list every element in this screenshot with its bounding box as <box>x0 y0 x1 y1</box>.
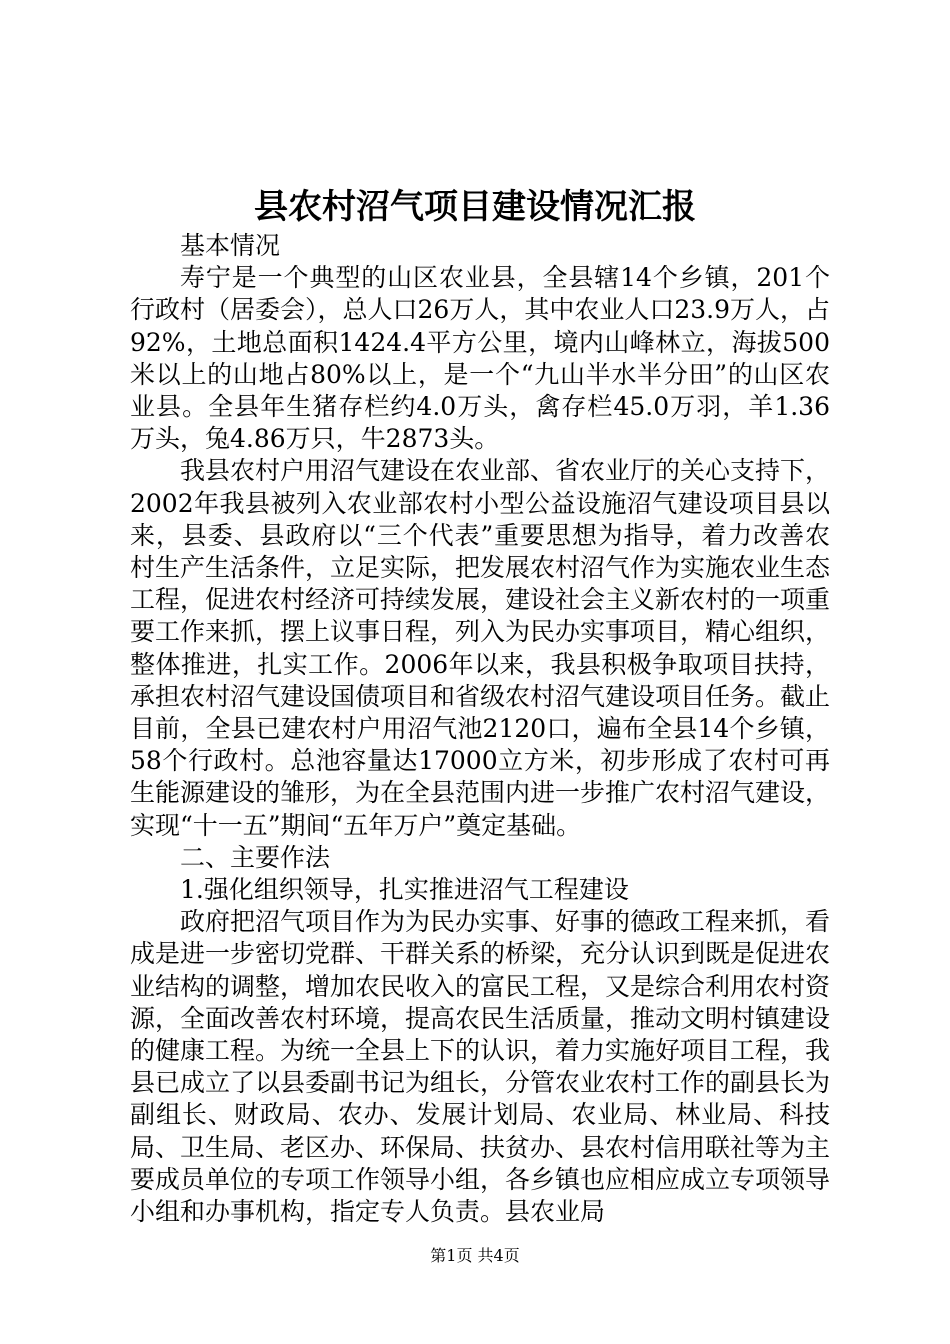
subsection-heading-organization: 1.强化组织领导，扎实推进沼气工程建设 <box>180 875 629 905</box>
document-title: 县农村沼气项目建设情况汇报 <box>254 187 696 227</box>
paragraph-organization: 政府把沼气项目作为为民办实事、好事的德政工程来抓，看成是进一步密切党群、干群关系的桥梁，充分认识到既是促进农业结构的调整，增加农民收入的富民工程，又是综合利用农村资源，全面改善农村环境，提高农民生活质量，推动文明村镇建设的健康工程。为统一全县上下的认识，着力实施好项目工程，我县已成立了以县委副书记为组长，分管农业农村工作的副县长为副组长、财政局、农办、发展计划局、农业局、林业局、科技局、卫生局、老区办、环保局、扶贫办、县农村信用联社等为主要成员单位的专项工作领导小组，各乡镇也应相应成立专项领导小组和办事机构，指定专人负责。县农业局 <box>130 907 831 1227</box>
paragraph-biogas-history: 我县农村户用沼气建设在农业部、省农业厅的关心支持下，2002年我县被列入农业部农村小型公益设施沼气建设项目县以来，县委、县政府以“三个代表”重要思想为指导，着力改善农村生产生活条件，立足实际，把发展农村沼气作为实施农业生态工程，促进农村经济可持续发展，建设社会主义新农村的一项重要工作来抓，摆上议事日程，列入为民办实事项目，精心组织，整体推进，扎实工作。2006年以来，我县积极争取项目扶持，承担农村沼气建设国债项目和省级农村沼气建设项目任务。截止目前，全县已建农村户用沼气池2120口，遍布全县14个乡镇，58个行政村。总池容量达17000立方米，初步形成了农村可再生能源建设的雏形，为在全县范围内进一步推广农村沼气建设，实现“十一五”期间“五年万户”奠定基础。 <box>130 456 831 840</box>
section-heading-basic: 基本情况 <box>180 231 281 260</box>
page-footer: 第1页 共4页 <box>430 1246 520 1265</box>
paragraph-overview: 寿宁是一个典型的山区农业县，全县辖14个乡镇，201个行政村（居委会），总人口26万人，其中农业人口23.9万人，占92%，土地总面积1424.4平方公里，境内山峰林立，海拔500米以上的山地占80%以上，是一个“九山半水半分田”的山区农业县。全县年生猪存栏约4.0万头，禽存栏45.0万羽，羊1.36万头，兔4.86万只，牛2873头。 <box>130 263 830 454</box>
document-body <box>130 230 830 1228</box>
section-heading-methods: 二、主要作法 <box>180 842 331 872</box>
